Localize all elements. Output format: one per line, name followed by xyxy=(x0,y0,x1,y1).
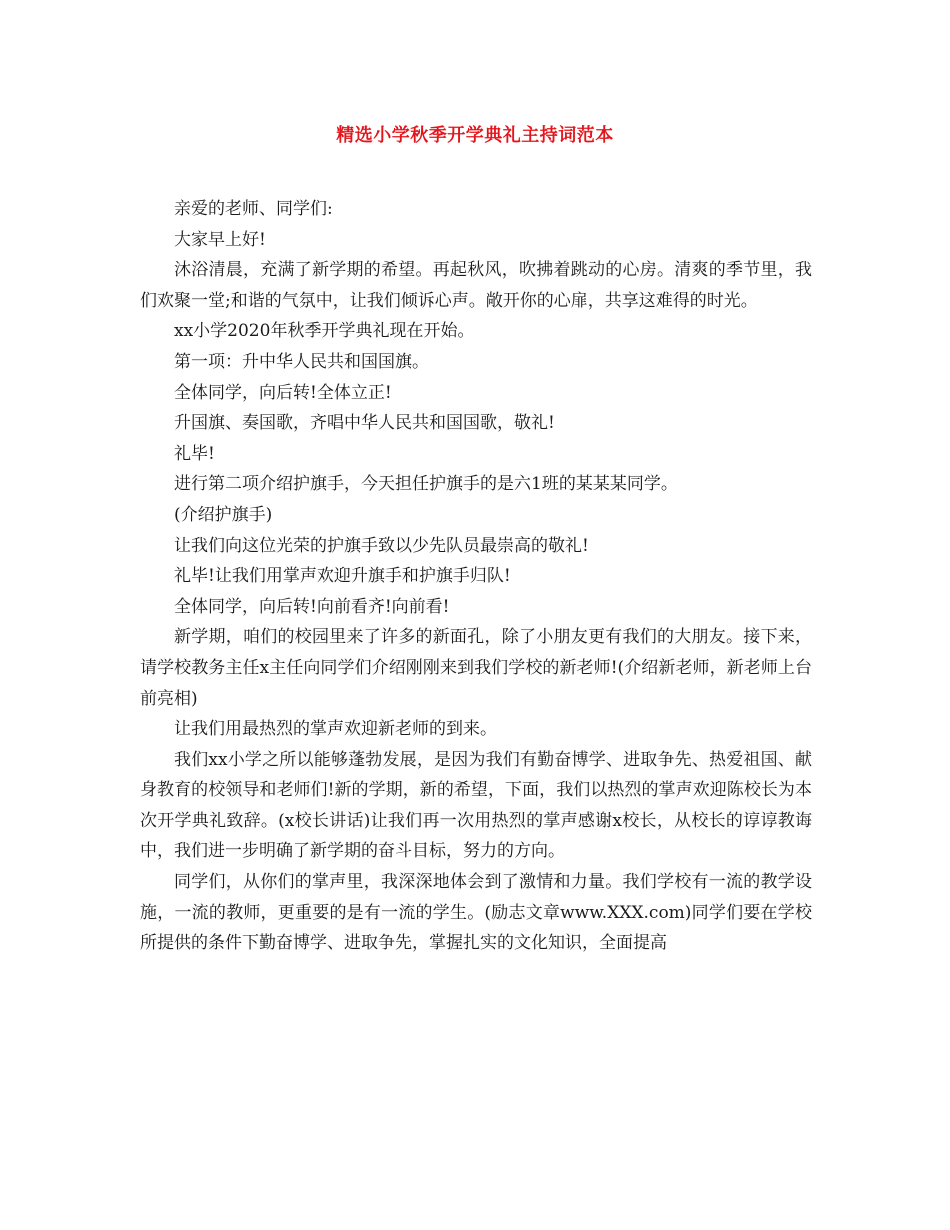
paragraph-introduce-guard: (介绍护旗手) xyxy=(174,504,273,525)
paragraph-ceremony-start: xx小学2020年秋季开学典礼现在开始。 xyxy=(174,321,475,342)
paragraph-greeting: 亲爱的老师、同学们: xyxy=(174,199,333,219)
paragraph-opening: 沐浴清晨，充满了新学期的希望。再起秋风，吹拂着跳动的心房。清爽的季节里，我们欢聚一堂;和谐的气氛中，让我们倾诉心声。敞开你的心扉，共享这难得的时光。 xyxy=(140,260,812,311)
paragraph-principal-speech: 我们xx小学之所以能够蓬勃发展，是因为我们有勤奋博学、进取争先、热爱祖国、献身教育的校领导和老师们!新的学期，新的希望，下面，我们以热烈的掌声欢迎陈校长为本次开学典礼致辞。(x校长讲话)让我们再一次用热烈的掌声感谢x校长，从校长的谆谆教诲中，我们进一步明确了新学期的奋斗目标，努力的方向。 xyxy=(140,749,812,862)
paragraph-salute-done: 礼毕! xyxy=(174,443,215,464)
paragraph-salute-guard: 让我们向这位光荣的护旗手致以少先队员最崇高的敬礼! xyxy=(174,535,589,556)
paragraph-new-teachers: 新学期，咱们的校园里来了许多的新面孔，除了小朋友更有我们的大朋友。接下来，请学校教务主任x主任向同学们介绍刚刚来到我们学校的新老师!(介绍新老师，新老师上台前亮相) xyxy=(140,627,812,709)
paragraph-item-one: 第一项：升中华人民共和国国旗。 xyxy=(174,351,429,372)
paragraph-welcome-teachers: 让我们用最热烈的掌声欢迎新老师的到来。 xyxy=(174,719,497,740)
document-body xyxy=(140,194,812,959)
paragraph-good-morning: 大家早上好! xyxy=(174,229,266,250)
paragraph-item-two: 进行第二项介绍护旗手，今天担任护旗手的是六1班的某某某同学。 xyxy=(174,474,678,495)
paragraph-return: 礼毕!让我们用掌声欢迎升旗手和护旗手归队! xyxy=(174,566,511,587)
paragraph-students: 同学们，从你们的掌声里，我深深地体会到了激情和力量。我们学校有一流的教学设施，一流的教师，更重要的是有一流的学生。(励志文章www.XXX.com)同学们要在学校所提供的条件下勤奋博学、进取争先，掌握扎实的文化知识，全面提高 xyxy=(140,872,812,954)
paragraph-attention: 全体同学，向后转!全体立正! xyxy=(174,382,392,403)
paragraph-flag-raising: 升国旗、奏国歌，齐唱中华人民共和国国歌，敬礼! xyxy=(174,413,555,434)
document-title: 精选小学秋季开学典礼主持词范本 xyxy=(336,125,614,146)
paragraph-face-front: 全体同学，向后转!向前看齐!向前看! xyxy=(174,596,450,617)
